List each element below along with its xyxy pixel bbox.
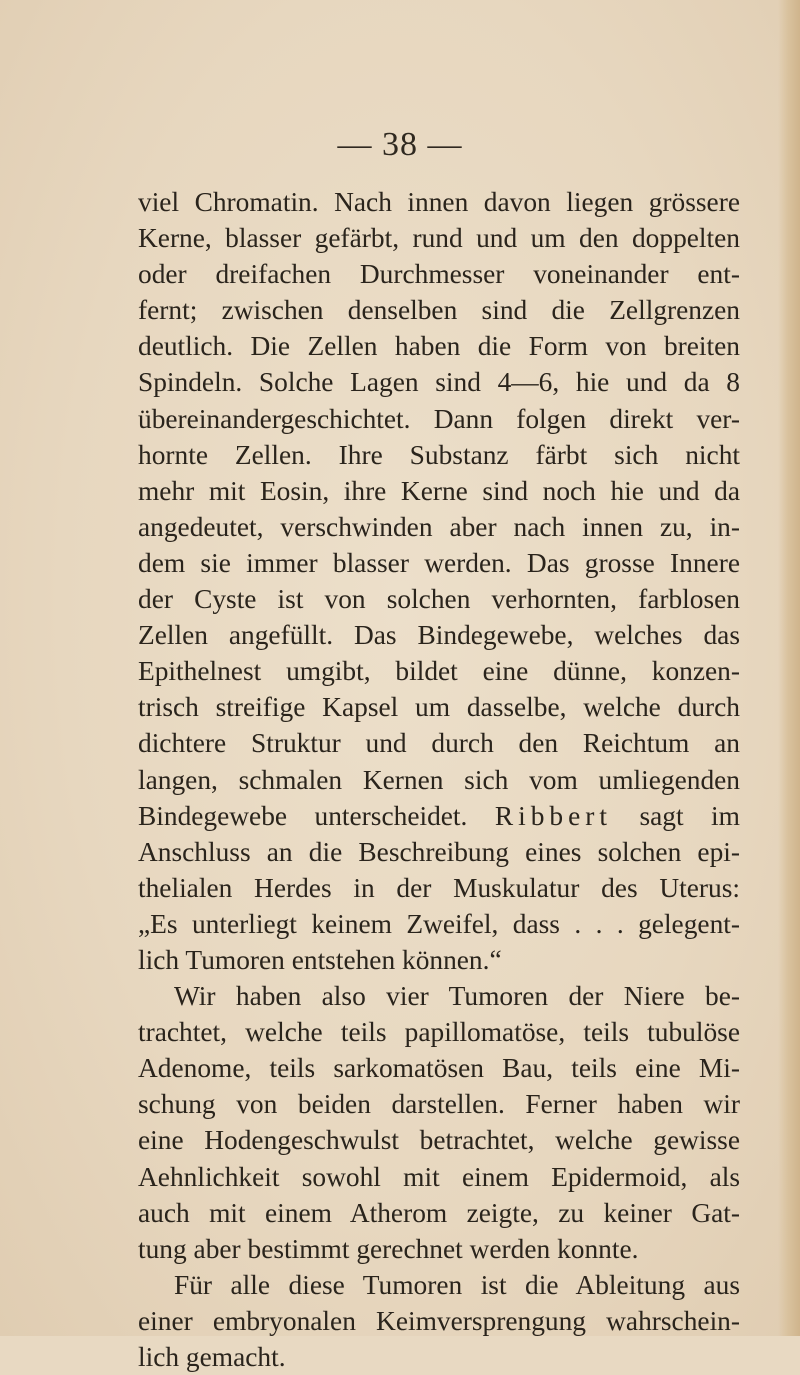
text-line: thelialen Herdes in der Muskulatur des Uterus: xyxy=(138,872,740,903)
text-line-ribbert xyxy=(138,798,740,834)
text-line: eine Hodengeschwulst betrachtet, welche gewisse xyxy=(138,1125,740,1156)
text-line: übereinandergeschichtet. Dann folgen direkt ver- xyxy=(138,403,740,434)
text-line: Aehnlichkeit sowohl mit einem Epidermoid, als xyxy=(138,1161,740,1192)
text-after-name: sagt im xyxy=(639,800,740,831)
text-line: Epithelnest umgibt, bildet eine dünne, konzen- xyxy=(138,656,740,687)
text-line: deutlich. Die Zellen haben die Form von breiten xyxy=(138,331,740,362)
text-line: auch mit einem Atherom zeigte, zu keiner Gat- xyxy=(138,1197,740,1228)
text-before-name: Bindegewebe unterscheidet. xyxy=(138,800,468,831)
page-edge-shadow xyxy=(778,0,800,1336)
text-line: der Cyste ist von solchen verhornten, farblosen xyxy=(138,584,740,615)
text-line: Für alle diese Tumoren ist die Ableitung aus xyxy=(174,1269,740,1300)
text-line: angedeutet, verschwinden aber nach innen zu, in- xyxy=(138,511,740,542)
text-line: einer embryonalen Keimversprengung wahrschein- xyxy=(138,1305,740,1336)
text-line: Anschluss an die Beschreibung eines solchen epi- xyxy=(138,836,740,867)
author-name-ribbert: Ribbert xyxy=(494,800,613,831)
text-line: trisch streifige Kapsel um dasselbe, welche durch xyxy=(138,692,740,723)
text-line: Wir haben also vier Tumoren der Niere be- xyxy=(174,981,740,1012)
text-line: viel Chromatin. Nach innen davon liegen grössere xyxy=(138,187,740,217)
text-line: mehr mit Eosin, ihre Kerne sind noch hie und da xyxy=(138,475,740,506)
text-line: Adenome, teils sarkomatösen Bau, teils eine Mi- xyxy=(138,1053,740,1084)
text-line: lich Tumoren entstehen können.“ xyxy=(138,944,502,975)
text-line: oder dreifachen Durchmesser voneinander ent- xyxy=(138,259,740,290)
text-line: hornte Zellen. Ihre Substanz färbt sich nicht xyxy=(138,439,740,470)
text-line: Spindeln. Solche Lagen sind 4—6, hie und da 8 xyxy=(138,367,740,398)
text-line: schung von beiden darstellen. Ferner haben wir xyxy=(138,1089,740,1120)
text-line: trachtet, welche teils papillomatöse, teils tubulöse xyxy=(138,1017,740,1048)
text-line: fernt; zwischen denselben sind die Zellgrenzen xyxy=(138,295,740,326)
page-number: — 38 — xyxy=(337,126,463,163)
text-line: „Es unterliegt keinem Zweifel, dass . . . gelegent- xyxy=(138,908,740,939)
text-line: dem sie immer blasser werden. Das grosse Innere xyxy=(138,547,740,578)
text-line: Zellen angefüllt. Das Bindegewebe, welches das xyxy=(138,620,740,651)
body-text xyxy=(138,184,740,1375)
text-line: langen, schmalen Kernen sich vom umliegenden xyxy=(138,764,740,795)
text-line: lich gemacht. xyxy=(138,1342,286,1372)
text-line: Kerne, blasser gefärbt, rund und um den doppelten xyxy=(138,223,740,254)
text-line: tung aber bestimmt gerechnet werden konnte. xyxy=(138,1233,639,1264)
text-line: dichtere Struktur und durch den Reichtum an xyxy=(138,728,740,759)
